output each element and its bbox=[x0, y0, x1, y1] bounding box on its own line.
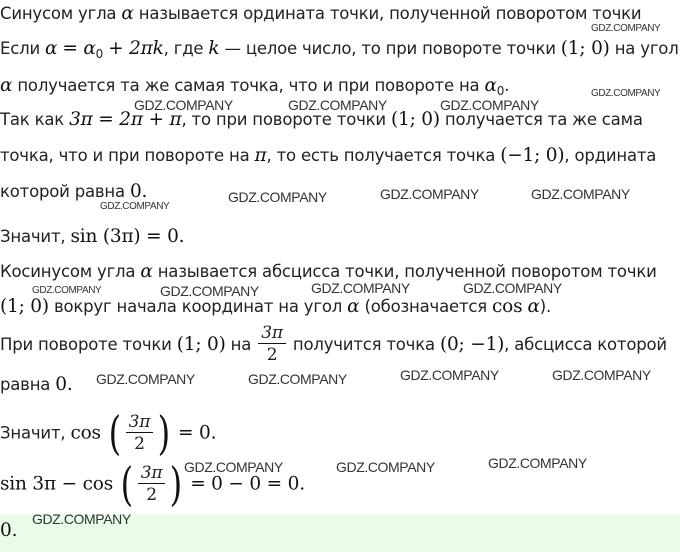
alpha-zero-subscript: 0 bbox=[496, 84, 505, 98]
watermark: GDZ.COMPANY bbox=[552, 367, 651, 383]
text-line-1 bbox=[0, 3, 641, 24]
watermark: GDZ.COMPANY bbox=[32, 511, 131, 527]
left-paren: ( bbox=[120, 457, 134, 511]
fraction-denominator: 2 bbox=[258, 343, 286, 366]
watermark: GDZ.COMPANY bbox=[336, 459, 435, 475]
final-result: = 0 − 0 = 0. bbox=[190, 473, 305, 495]
text-segment: Значит, bbox=[0, 423, 66, 443]
text-segment: , то есть получается точка bbox=[266, 146, 496, 165]
sin-3pi-result: sin (3π) = 0. bbox=[70, 226, 185, 247]
point-1-0: (1; 0) bbox=[176, 334, 226, 355]
text-segment: на bbox=[230, 335, 252, 354]
watermark: GDZ.COMPANY bbox=[531, 186, 630, 202]
text-segment: равна bbox=[0, 375, 51, 394]
alpha-symbol: α bbox=[347, 296, 360, 317]
sin-definition-end: называется ордината точки, полученной поворотом точки bbox=[138, 4, 642, 23]
watermark: GDZ.COMPANY bbox=[32, 285, 102, 296]
text-segment: получается та же сама bbox=[444, 110, 643, 129]
cos-label: cos bbox=[70, 422, 101, 444]
text-line-2 bbox=[0, 38, 679, 59]
right-paren: ) bbox=[170, 457, 183, 511]
text-segment: , то при повороте точки bbox=[181, 110, 386, 129]
text-segment: Если bbox=[0, 39, 40, 58]
three-pi-equation: 3π = 2π + π bbox=[69, 109, 182, 130]
watermark: GDZ.COMPANY bbox=[248, 371, 347, 387]
alpha-zero: α bbox=[83, 38, 96, 59]
text-segment: — целое число, то при повороте точки bbox=[224, 39, 556, 58]
point-minus1-0: (−1; 0) bbox=[500, 145, 565, 166]
fraction-numerator: 3π bbox=[261, 323, 283, 343]
fraction-denominator: 2 bbox=[126, 432, 154, 455]
sin-definition-start: Синусом угла bbox=[0, 4, 117, 23]
text-segment: которой равна bbox=[0, 182, 125, 201]
zero-value: 0. bbox=[129, 181, 148, 202]
fraction-3pi-over-2 bbox=[258, 323, 286, 366]
fraction-numerator: 3π bbox=[140, 462, 163, 483]
text-segment: получается та же самая точка, что и при повороте на bbox=[17, 76, 480, 95]
cos-definition-start: Косинусом угла bbox=[0, 262, 136, 281]
alpha-symbol: α bbox=[140, 261, 153, 282]
watermark: GDZ.COMPANY bbox=[591, 23, 661, 34]
text-line-6 bbox=[0, 181, 147, 202]
left-paren: ( bbox=[108, 406, 121, 460]
text-segment: Так как bbox=[0, 110, 65, 129]
cos-definition-end: называется абсцисса точки, полученной поворотом точки bbox=[157, 262, 657, 281]
sin-cos-expression: sin 3π − cos bbox=[0, 473, 113, 495]
text-segment: (обозначается bbox=[364, 297, 487, 316]
text-line-5 bbox=[0, 145, 656, 166]
text-segment: ). bbox=[539, 297, 552, 316]
watermark: GDZ.COMPANY bbox=[160, 283, 259, 299]
cos-result: = 0. bbox=[178, 422, 217, 444]
cos-label: cos bbox=[492, 296, 523, 317]
point-0-minus1: (0; −1) bbox=[439, 334, 505, 355]
watermark: GDZ.COMPANY bbox=[134, 97, 233, 113]
text-segment: , ордината bbox=[564, 146, 657, 165]
watermark: GDZ.COMPANY bbox=[380, 186, 479, 202]
watermark: GDZ.COMPANY bbox=[311, 280, 410, 296]
text-line-3: α получается та же самая точка, что и при повороте на $\alpha_0$. bbox=[0, 75, 510, 98]
text-segment: точка, что и при повороте на bbox=[0, 146, 250, 165]
text-line-9 bbox=[0, 296, 551, 317]
text-segment: При повороте точки bbox=[0, 335, 172, 354]
watermark: GDZ.COMPANY bbox=[228, 189, 327, 205]
right-paren: ) bbox=[157, 406, 171, 460]
point-1-0: (1; 0) bbox=[560, 38, 610, 59]
text-segment: Значит, bbox=[0, 227, 66, 246]
equals-sign: = bbox=[62, 38, 84, 59]
point-1-0: (1; 0) bbox=[0, 296, 49, 317]
fraction-3pi-over-2 bbox=[138, 463, 166, 506]
fraction-numerator: 3π bbox=[128, 411, 151, 432]
text-line-11 bbox=[0, 374, 73, 395]
cos-alpha: α bbox=[527, 296, 540, 317]
k-symbol: k bbox=[208, 38, 220, 59]
watermark: GDZ.COMPANY bbox=[591, 88, 661, 99]
fraction-denominator: 2 bbox=[138, 483, 166, 506]
text-segment: получится точка bbox=[292, 335, 435, 354]
fraction-3pi-over-2 bbox=[126, 412, 154, 455]
answer-line bbox=[0, 520, 17, 541]
text-segment: на угол bbox=[614, 39, 679, 58]
zero-value: 0. bbox=[55, 374, 73, 395]
watermark: GDZ.COMPANY bbox=[400, 367, 499, 383]
plus-sign: + bbox=[108, 38, 130, 59]
text-line-8 bbox=[0, 261, 657, 282]
watermark: GDZ.COMPANY bbox=[100, 201, 170, 212]
text-line-7 bbox=[0, 226, 184, 247]
alpha-zero-subscript: 0 bbox=[95, 47, 104, 61]
text-segment: , где bbox=[163, 39, 204, 58]
pi-symbol: π bbox=[254, 145, 267, 166]
two-pi-k: 2πk bbox=[129, 38, 164, 59]
alpha-symbol: α bbox=[45, 38, 58, 59]
answer-value: 0. bbox=[0, 520, 18, 541]
alpha-symbol: α bbox=[121, 3, 134, 24]
watermark: GDZ.COMPANY bbox=[288, 97, 387, 113]
point-1-0: (1; 0) bbox=[390, 109, 440, 130]
watermark: GDZ.COMPANY bbox=[440, 97, 539, 113]
text-line-12 bbox=[0, 406, 217, 460]
watermark: GDZ.COMPANY bbox=[488, 455, 587, 471]
watermark: GDZ.COMPANY bbox=[96, 371, 195, 387]
text-line-10 bbox=[0, 323, 667, 366]
text-segment: , абсцисса которой bbox=[504, 335, 667, 354]
watermark: GDZ.COMPANY bbox=[463, 280, 562, 296]
text-segment: вокруг начала координат на угол bbox=[53, 297, 343, 316]
alpha-symbol: α bbox=[0, 75, 13, 96]
watermark: GDZ.COMPANY bbox=[184, 459, 283, 475]
alpha-zero: α bbox=[484, 75, 497, 96]
